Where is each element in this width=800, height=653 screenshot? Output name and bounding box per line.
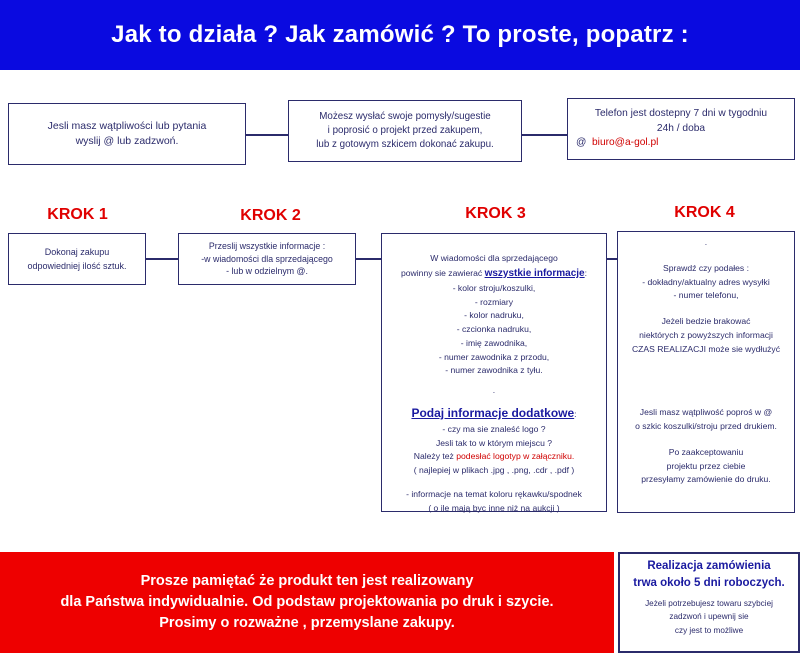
step-connector-1-2 (146, 258, 178, 260)
realization-time-box (618, 552, 800, 653)
box-line: Sprawdź czy podałes : (663, 262, 749, 273)
box-line: przesyłamy zamówienie do druku. (641, 474, 771, 485)
step-1-box (8, 233, 146, 285)
list-item: - imię zawodnika, (460, 337, 528, 348)
note-line: czy jest to możliwe (674, 625, 744, 635)
intro-text: powinny sie zawierać (400, 267, 483, 278)
list-item: - rozmiary (474, 296, 514, 307)
box-line: 24h / doba (656, 122, 706, 134)
box-line (386, 266, 602, 282)
box-line: - dokładny/aktualny adres wysyłki (642, 276, 770, 287)
note-line: Jeżeli potrzebujesz towaru szybciej (645, 599, 773, 609)
page-title: Jak to działa ? Jak zamówić ? To proste, popatrz : (111, 21, 689, 48)
list-item: - kolor stroju/koszulki, (452, 282, 536, 293)
box-line: wyslij @ lub zadzwoń. (75, 135, 179, 147)
contact-question-box (8, 103, 246, 165)
all-info-emphasis: wszystkie informacje (484, 267, 585, 279)
project-request-box (288, 100, 522, 162)
step-2-box (178, 233, 356, 285)
box-line: Jeżeli bedzie brakować (661, 316, 751, 326)
box-line: - informacje na temat koloru rękawku/spodnek (406, 488, 582, 499)
box-line: Jesli masz wątpliwość poproś w @ (639, 407, 773, 418)
box-line: Przeslij wszystkie informacje : (208, 240, 326, 251)
box-line: o szkic koszulki/stroju przed drukiem. (635, 421, 777, 431)
step-1-label: KROK 1 (47, 206, 108, 223)
step-connector-2-3 (356, 258, 381, 260)
box-line: - lub w odzielnym @. (226, 266, 308, 277)
individual-order-notice (0, 552, 614, 653)
logo-text: Należy też (413, 451, 454, 462)
separator-dot: . (704, 237, 708, 247)
step-3-label: KROK 3 (465, 205, 526, 222)
box-line: Dokonaj zakupu (44, 246, 110, 257)
email-link[interactable]: biuro@a-gol.pl (592, 137, 659, 149)
email-line (572, 136, 790, 151)
box-line: - czy ma sie znaleść logo ? (442, 423, 546, 434)
box-line: odpowiedniej ilość sztuk. (27, 261, 127, 271)
extra-info-heading (386, 404, 602, 423)
notice-line: dla Państwa indywidualnie. Od podstaw projektowania po druk i szycie. (60, 593, 554, 610)
extra-info-title: Podaj informacje dodatkowe (411, 405, 575, 420)
box-line: Po zaakceptowaniu (668, 446, 744, 457)
box-line: ( najlepiej w plikach .jpg , .png, .cdr , .pdf ) (413, 465, 575, 476)
step-2-label: KROK 2 (240, 207, 301, 224)
extra-colon: : (574, 408, 577, 419)
realization-title-line: Realizacja zamówienia (647, 560, 771, 572)
box-line: Jesli masz wątpliwości lub pytania (47, 119, 207, 132)
box-line: -w wiadomości dla sprzedającego (201, 253, 333, 264)
top-connector-line-2 (522, 134, 568, 136)
phone-contact-box (567, 98, 795, 160)
box-line: i poprosić o projekt przed zakupem, (327, 124, 483, 136)
box-line: Telefon jest dostepny 7 dni w tygodniu (594, 107, 768, 119)
header-banner (0, 0, 800, 70)
note-line: zadzwoń i upewnij sie (669, 612, 749, 622)
at-icon: @ (576, 137, 587, 149)
list-item: - czcionka nadruku, (456, 324, 532, 334)
box-line: projektu przez ciebie (666, 460, 746, 471)
realization-note (623, 597, 795, 636)
list-item: - numer zawodnika z tyłu. (445, 365, 543, 376)
box-line: niektórych z powyższych informacji (639, 329, 773, 340)
step-3-box (381, 233, 607, 512)
realization-title-line: trwa około 5 dni roboczych. (633, 576, 785, 589)
list-item: - kolor nadruku, (464, 310, 524, 321)
separator-dot: . (492, 385, 496, 395)
logo-attachment-note: podesłać logotyp w załączniku. (456, 451, 575, 462)
box-line: ( o ile mają byc inne niż na aukcji ) (428, 502, 560, 513)
box-line: - numer telefonu, (673, 290, 739, 301)
notice-line: Prosimy o rozważne , przemyslane zakupy. (159, 615, 455, 631)
intro-colon: : (584, 267, 588, 278)
notice-line: Prosze pamiętać że produkt ten jest realizowany (140, 572, 474, 589)
step-4-box (617, 231, 795, 513)
box-line (386, 450, 602, 464)
list-item: - numer zawodnika z przodu, (438, 351, 550, 362)
realization-title (623, 558, 795, 591)
box-line: Jesli tak to w którym miejscu ? (435, 437, 553, 448)
step-connector-3-4 (607, 258, 617, 260)
box-line: W wiadomości dla sprzedającego (430, 253, 558, 263)
box-line: CZAS REALIZACJI może sie wydłużyć (631, 343, 781, 354)
step-4-label: KROK 4 (674, 204, 735, 221)
box-line: Możesz wysłać swoje pomysły/sugestie (319, 110, 491, 122)
box-line: lub z gotowym szkicem dokonać zakupu. (316, 139, 494, 151)
top-connector-line (246, 134, 290, 136)
